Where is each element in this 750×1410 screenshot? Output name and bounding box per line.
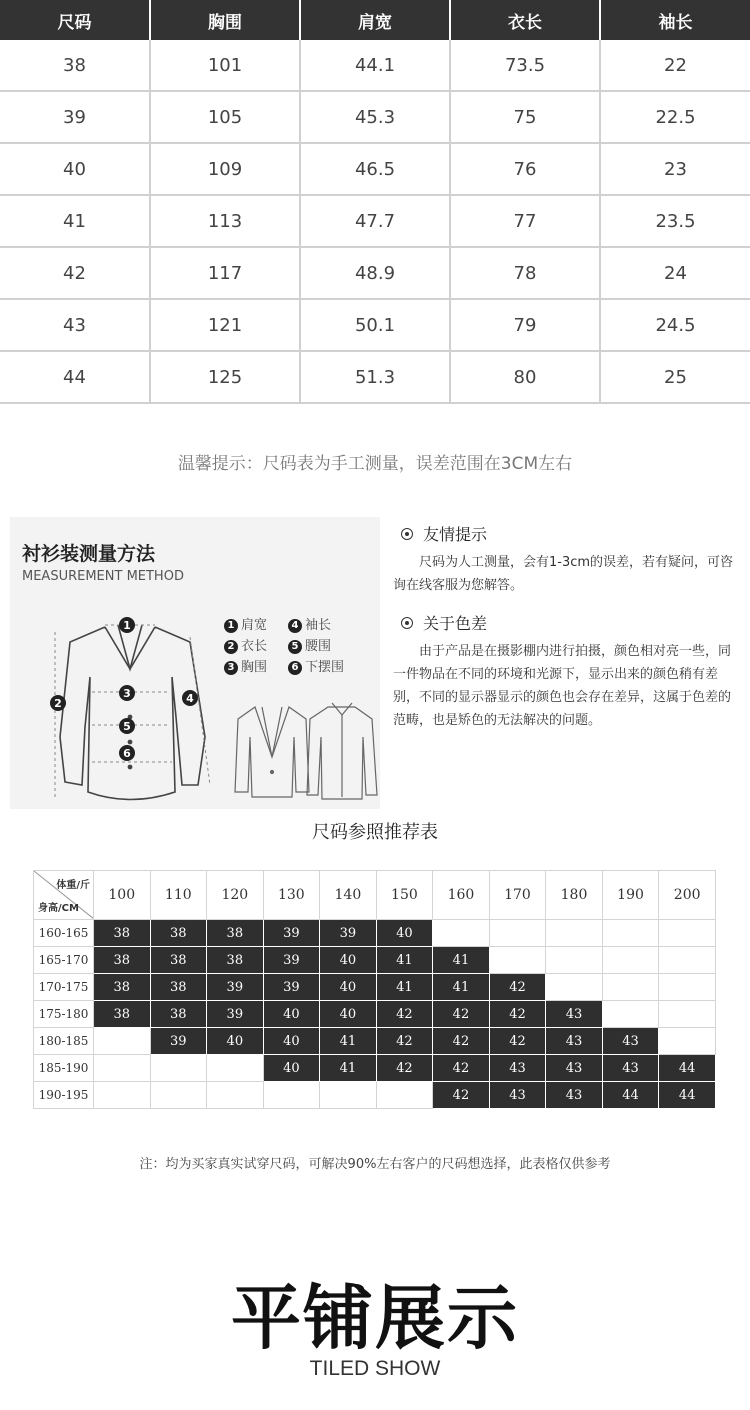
- weight-header: 200: [659, 871, 716, 920]
- weight-header: 170: [489, 871, 546, 920]
- recommend-cell: 43: [546, 1028, 603, 1055]
- tiled-subtitle: TILED SHOW: [309, 1357, 441, 1380]
- size-row: [0, 299, 750, 351]
- header-chest: 胸围: [150, 0, 300, 40]
- recommend-cell: 41: [376, 974, 433, 1001]
- recommend-cell: 40: [320, 1001, 377, 1028]
- recommend-cell: 38: [207, 947, 264, 974]
- legend-number: 5: [288, 640, 302, 654]
- recommend-cell: 43: [602, 1055, 659, 1082]
- height-range: 170-175: [34, 974, 94, 1001]
- recommend-cell: 42: [489, 1028, 546, 1055]
- recommend-row: [34, 974, 716, 1001]
- size-cell: 43: [0, 299, 150, 351]
- recommend-cell: 42: [376, 1001, 433, 1028]
- legend-number: 1: [224, 619, 238, 633]
- size-cell: 24.5: [600, 299, 750, 351]
- size-cell: 76: [450, 143, 600, 195]
- tips-panel: [393, 522, 738, 732]
- recommend-cell: 38: [94, 920, 151, 947]
- recommend-cell: [659, 947, 716, 974]
- recommend-cell: 44: [659, 1055, 716, 1082]
- recommend-cell: 39: [207, 974, 264, 1001]
- size-cell: 22.5: [600, 91, 750, 143]
- recommend-cell: [602, 974, 659, 1001]
- measurement-panel: [10, 517, 380, 809]
- recommend-cell: 41: [433, 947, 490, 974]
- recommend-cell: 41: [376, 947, 433, 974]
- recommend-row: [34, 1055, 716, 1082]
- recommend-cell: 38: [150, 920, 207, 947]
- recommend-cell: 42: [489, 974, 546, 1001]
- size-cell: 40: [0, 143, 150, 195]
- recommend-cell: [659, 1001, 716, 1028]
- size-cell: 41: [0, 195, 150, 247]
- recommend-cell: 39: [263, 974, 320, 1001]
- recommend-cell: 42: [433, 1028, 490, 1055]
- bullet-icon: [401, 617, 413, 629]
- recommend-cell: [94, 1082, 151, 1109]
- recommend-cell: [433, 920, 490, 947]
- recommend-cell: [320, 1082, 377, 1109]
- recommend-cell: 40: [263, 1001, 320, 1028]
- recommend-cell: 42: [433, 1055, 490, 1082]
- height-range: 185-190: [34, 1055, 94, 1082]
- bullet-icon: [401, 528, 413, 540]
- recommend-row: [34, 920, 716, 947]
- size-cell: 25: [600, 351, 750, 403]
- recommend-cell: 43: [546, 1055, 603, 1082]
- recommend-cell: 40: [320, 974, 377, 1001]
- legend-label: 肩宽: [241, 618, 268, 633]
- size-table-header: [0, 0, 750, 40]
- size-cell: 101: [150, 40, 300, 91]
- legend-number: 6: [288, 661, 302, 675]
- size-cell: 109: [150, 143, 300, 195]
- recommend-cell: 38: [94, 1001, 151, 1028]
- recommend-cell: [150, 1055, 207, 1082]
- color-tip-body: 由于产品是在摄影棚内进行拍摄，颜色相对亮一些，同一件物品在不同的环境和光源下，显示出来的颜色稍有差别，不同的显示器显示的颜色也会存在差异，这属于色差的范畴，也是矫色的无法解决的问题。: [393, 644, 732, 728]
- legend-label: 胸围: [241, 660, 268, 675]
- size-cell: 77: [450, 195, 600, 247]
- recommend-cell: 41: [320, 1055, 377, 1082]
- recommend-row: [34, 1082, 716, 1109]
- recommend-cell: 42: [433, 1082, 490, 1109]
- size-row: [0, 40, 750, 91]
- height-range: 180-185: [34, 1028, 94, 1055]
- legend-label: 袖长: [305, 618, 332, 633]
- recommend-cell: 40: [263, 1028, 320, 1055]
- header-sleeve: 袖长: [600, 0, 750, 40]
- recommend-note: 注：均为买家真实试穿尺码，可解决90%左右客户的尺码想选择，此表格仅供参考: [139, 1157, 611, 1172]
- svg-text:6: 6: [123, 747, 131, 760]
- recommend-cell: 39: [263, 947, 320, 974]
- weight-label: 体重/斤: [56, 880, 90, 891]
- size-cell: 38: [0, 40, 150, 91]
- size-table: [0, 0, 750, 404]
- recommend-cell: [602, 1001, 659, 1028]
- color-tip-heading: [401, 611, 738, 634]
- recommend-cell: 43: [489, 1082, 546, 1109]
- recommend-cell: [207, 1055, 264, 1082]
- recommend-cell: [546, 947, 603, 974]
- size-cell: 75: [450, 91, 600, 143]
- recommend-cell: [376, 1082, 433, 1109]
- weight-header: 140: [320, 871, 377, 920]
- recommend-cell: [546, 974, 603, 1001]
- weight-header: 190: [602, 871, 659, 920]
- size-cell: 48.9: [300, 247, 450, 299]
- recommend-cell: 39: [150, 1028, 207, 1055]
- weight-header: 100: [94, 871, 151, 920]
- size-cell: 113: [150, 195, 300, 247]
- size-cell: 22: [600, 40, 750, 91]
- header-size: 尺码: [0, 0, 150, 40]
- legend-number: 4: [288, 619, 302, 633]
- recommend-cell: [489, 920, 546, 947]
- warm-tip: 温馨提示：尺码表为手工测量，误差范围在3CM左右: [177, 454, 573, 474]
- color-tip-title: 关于色差: [423, 614, 488, 633]
- size-cell: 47.7: [300, 195, 450, 247]
- tiled-title: 平铺展示: [231, 1277, 519, 1359]
- weight-header: 160: [433, 871, 490, 920]
- header-length: 衣长: [450, 0, 600, 40]
- recommend-table: [33, 870, 716, 1109]
- size-row: [0, 91, 750, 143]
- legend-label: 腰围: [305, 639, 332, 654]
- recommend-cell: 38: [150, 974, 207, 1001]
- friendly-tip-body: 尺码为人工测量，会有1-3cm的误差，若有疑问，可咨询在线客服为您解答。: [393, 555, 734, 593]
- recommend-cell: 42: [489, 1001, 546, 1028]
- recommend-cell: 39: [263, 920, 320, 947]
- legend-number: 2: [224, 640, 238, 654]
- size-cell: 78: [450, 247, 600, 299]
- recommend-cell: 38: [94, 947, 151, 974]
- measurement-title: 衬衫装测量方法: [22, 543, 156, 565]
- measurement-subtitle: MEASUREMENT METHOD: [22, 569, 184, 584]
- recommend-cell: 41: [320, 1028, 377, 1055]
- recommend-cell: 39: [320, 920, 377, 947]
- svg-text:2: 2: [54, 697, 62, 710]
- height-range: 175-180: [34, 1001, 94, 1028]
- recommend-cell: [263, 1082, 320, 1109]
- size-cell: 39: [0, 91, 150, 143]
- legend-number: 3: [224, 661, 238, 675]
- recommend-cell: [602, 920, 659, 947]
- recommend-cell: 43: [602, 1028, 659, 1055]
- size-cell: 79: [450, 299, 600, 351]
- size-cell: 51.3: [300, 351, 450, 403]
- friendly-tip-heading: [401, 522, 738, 545]
- height-label: 身高/CM: [38, 903, 79, 914]
- recommend-cell: 40: [320, 947, 377, 974]
- recommend-cell: [94, 1055, 151, 1082]
- recommend-cell: 41: [433, 974, 490, 1001]
- friendly-tip-title: 友情提示: [423, 525, 488, 544]
- recommend-cell: 43: [489, 1055, 546, 1082]
- size-cell: 42: [0, 247, 150, 299]
- height-range: 190-195: [34, 1082, 94, 1109]
- recommend-row: [34, 947, 716, 974]
- measurement-legend: [224, 615, 346, 678]
- recommend-cell: 44: [659, 1082, 716, 1109]
- svg-text:5: 5: [123, 720, 131, 733]
- weight-header: 120: [207, 871, 264, 920]
- recommend-cell: 43: [546, 1082, 603, 1109]
- size-cell: 44.1: [300, 40, 450, 91]
- recommend-cell: 42: [376, 1055, 433, 1082]
- legend-label: 下摆围: [305, 660, 345, 675]
- size-cell: 80: [450, 351, 600, 403]
- header-shoulder: 肩宽: [300, 0, 450, 40]
- recommend-cell: [150, 1082, 207, 1109]
- svg-text:1: 1: [123, 619, 131, 632]
- size-cell: 117: [150, 247, 300, 299]
- size-cell: 121: [150, 299, 300, 351]
- size-cell: 23.5: [600, 195, 750, 247]
- recommend-cell: 40: [207, 1028, 264, 1055]
- svg-text:4: 4: [186, 692, 194, 705]
- recommend-cell: [207, 1082, 264, 1109]
- recommend-cell: 38: [150, 1001, 207, 1028]
- recommend-cell: 38: [94, 974, 151, 1001]
- recommend-cell: 43: [546, 1001, 603, 1028]
- svg-text:3: 3: [123, 687, 131, 700]
- size-row: [0, 143, 750, 195]
- recommend-row: [34, 1001, 716, 1028]
- recommend-cell: 38: [150, 947, 207, 974]
- size-row: [0, 195, 750, 247]
- recommend-cell: 42: [376, 1028, 433, 1055]
- height-range: 165-170: [34, 947, 94, 974]
- size-cell: 46.5: [300, 143, 450, 195]
- recommend-cell: [659, 974, 716, 1001]
- size-cell: 105: [150, 91, 300, 143]
- size-cell: 50.1: [300, 299, 450, 351]
- size-cell: 23: [600, 143, 750, 195]
- recommend-cell: 38: [207, 920, 264, 947]
- weight-header: 130: [263, 871, 320, 920]
- weight-header: 110: [150, 871, 207, 920]
- size-cell: 24: [600, 247, 750, 299]
- size-cell: 45.3: [300, 91, 450, 143]
- recommend-cell: 40: [263, 1055, 320, 1082]
- size-row: [0, 351, 750, 403]
- size-cell: 44: [0, 351, 150, 403]
- recommend-row: [34, 1028, 716, 1055]
- recommend-cell: 40: [376, 920, 433, 947]
- recommend-cell: 44: [602, 1082, 659, 1109]
- recommend-header-row: [34, 871, 716, 920]
- recommend-cell: [94, 1028, 151, 1055]
- recommend-cell: 42: [433, 1001, 490, 1028]
- recommend-cell: [659, 920, 716, 947]
- recommend-cell: 39: [207, 1001, 264, 1028]
- recommend-cell: [602, 947, 659, 974]
- height-range: 160-165: [34, 920, 94, 947]
- recommend-cell: [546, 920, 603, 947]
- size-cell: 125: [150, 351, 300, 403]
- size-cell: 73.5: [450, 40, 600, 91]
- weight-header: 180: [546, 871, 603, 920]
- recommend-title: 尺码参照推荐表: [312, 822, 438, 843]
- recommend-cell: [489, 947, 546, 974]
- recommend-cell: [659, 1028, 716, 1055]
- weight-header: 150: [376, 871, 433, 920]
- legend-label: 衣长: [241, 639, 268, 654]
- recommend-corner: [34, 871, 94, 920]
- size-row: [0, 247, 750, 299]
